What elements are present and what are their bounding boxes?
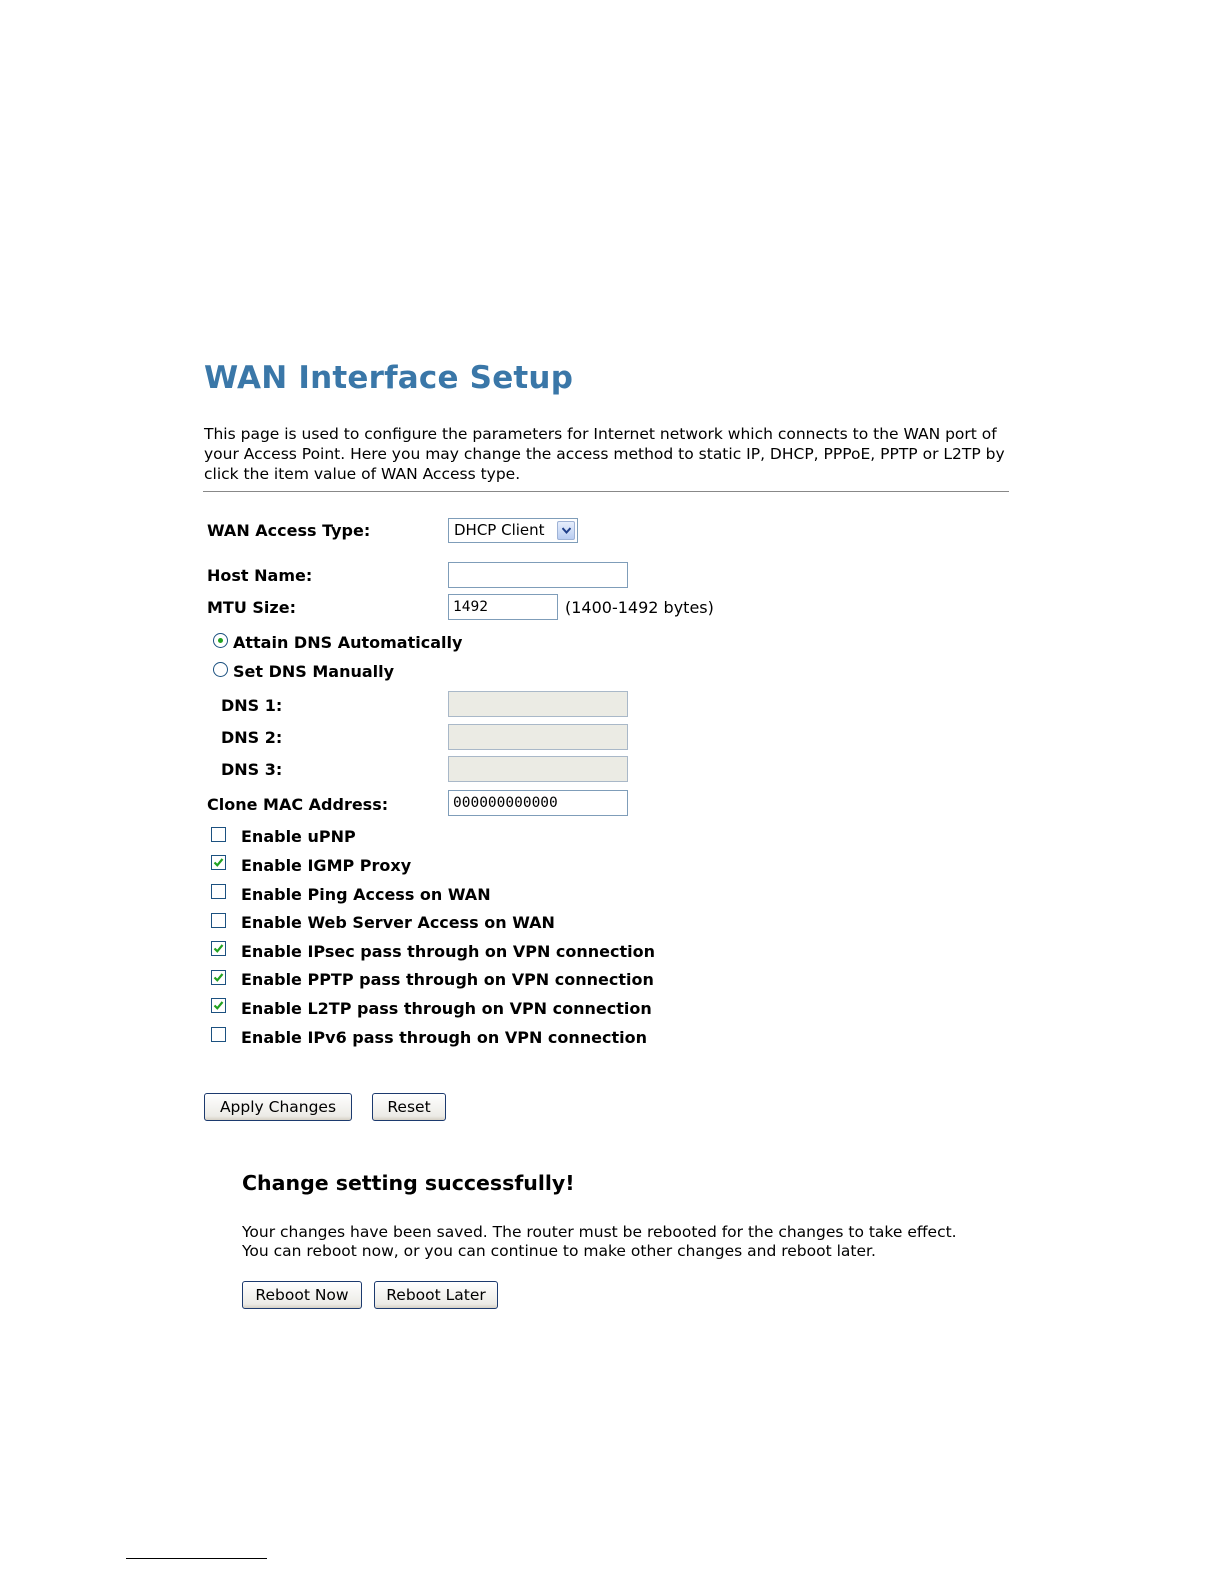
dns2-label: DNS 2: — [221, 728, 283, 747]
dns3-label: DNS 3: — [221, 760, 283, 779]
enable-pptp-passthrough-label: Enable PPTP pass through on VPN connection — [241, 970, 654, 989]
enable-ipsec-passthrough-label: Enable IPsec pass through on VPN connection — [241, 942, 656, 961]
dns3-input[interactable] — [448, 756, 628, 782]
dns1-input[interactable] — [448, 691, 628, 717]
enable-web-server-access-checkbox[interactable] — [211, 913, 226, 928]
attain-dns-radio[interactable] — [213, 633, 228, 648]
check-icon — [213, 857, 224, 868]
apply-changes-button[interactable]: Apply Changes — [204, 1093, 352, 1121]
success-title: Change setting successfully! — [242, 1171, 575, 1195]
reboot-later-button[interactable]: Reboot Later — [374, 1281, 498, 1309]
set-dns-manually-radio[interactable] — [213, 662, 228, 677]
mtu-size-input[interactable] — [448, 594, 558, 620]
dns1-label: DNS 1: — [221, 696, 283, 715]
check-icon — [213, 943, 224, 954]
enable-ping-access-checkbox[interactable] — [211, 884, 226, 899]
chevron-down-icon[interactable] — [557, 521, 575, 540]
wan-access-type-label: WAN Access Type: — [207, 521, 371, 540]
enable-l2tp-passthrough-checkbox[interactable] — [211, 998, 226, 1013]
attain-dns-label: Attain DNS Automatically — [233, 633, 463, 652]
enable-upnp-checkbox[interactable] — [211, 827, 226, 842]
success-message-line1: Your changes have been saved. The router must be rebooted for the changes to take effect. — [242, 1223, 957, 1241]
host-name-input[interactable] — [448, 562, 628, 588]
page-description: This page is used to configure the parameters for Internet network which connects to the WAN port of your Access Point. Here you may change the access method to static IP, DHCP, PPPoE, PPTP or L2TP by click the item value of WAN Access type. — [204, 425, 1005, 483]
enable-l2tp-passthrough-label: Enable L2TP pass through on VPN connection — [241, 999, 652, 1018]
enable-igmp-proxy-label: Enable IGMP Proxy — [241, 856, 412, 875]
enable-web-server-access-label: Enable Web Server Access on WAN — [241, 913, 555, 932]
reset-button[interactable]: Reset — [372, 1093, 446, 1121]
enable-ipsec-passthrough-checkbox[interactable] — [211, 941, 226, 956]
wan-access-type-value: DHCP Client — [454, 521, 545, 539]
enable-igmp-proxy-checkbox[interactable] — [211, 855, 226, 870]
dns2-input[interactable] — [448, 724, 628, 750]
check-icon — [213, 1000, 224, 1011]
wan-access-type-select[interactable] — [448, 518, 578, 543]
enable-ping-access-label: Enable Ping Access on WAN — [241, 885, 491, 904]
enable-pptp-passthrough-checkbox[interactable] — [211, 970, 226, 985]
footnote-divider — [126, 1558, 267, 1559]
check-icon — [213, 972, 224, 983]
clone-mac-label: Clone MAC Address: — [207, 795, 389, 814]
enable-upnp-label: Enable uPNP — [241, 827, 356, 846]
host-name-label: Host Name: — [207, 566, 313, 585]
clone-mac-input[interactable] — [448, 790, 628, 816]
divider — [203, 491, 1009, 492]
enable-ipv6-passthrough-checkbox[interactable] — [211, 1027, 226, 1042]
reboot-now-button[interactable]: Reboot Now — [242, 1281, 362, 1309]
page-title: WAN Interface Setup — [204, 360, 574, 396]
mtu-size-hint: (1400-1492 bytes) — [565, 598, 714, 617]
success-message — [242, 1223, 1022, 1261]
enable-ipv6-passthrough-label: Enable IPv6 pass through on VPN connection — [241, 1028, 648, 1047]
set-dns-manually-label: Set DNS Manually — [233, 662, 395, 681]
mtu-size-label: MTU Size: — [207, 598, 296, 617]
success-message-line2: You can reboot now, or you can continue to make other changes and reboot later. — [242, 1242, 876, 1260]
